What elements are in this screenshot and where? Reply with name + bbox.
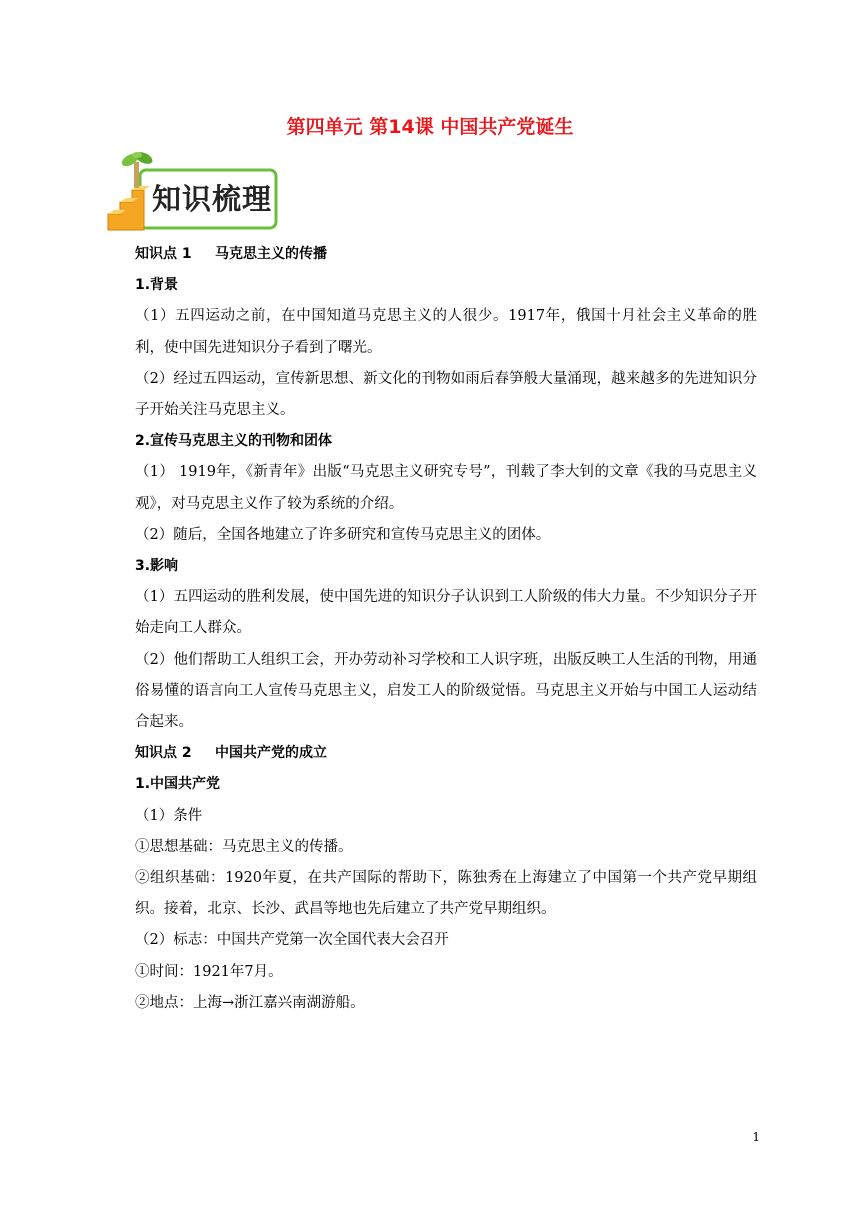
section-ccp-heading: 1.中国共产党 <box>135 776 221 793</box>
content-body <box>135 239 757 1019</box>
logo-text: 知识梳理 <box>151 182 272 216</box>
kp1-number: 知识点 1 <box>135 246 192 262</box>
ccp-para-1: （1）条件 <box>135 807 203 824</box>
section-background-heading: 1.背景 <box>135 277 179 294</box>
influence-para-2: （2）他们帮助工人组织工会，开办劳动补习学校和工人识字班，出版反映工人生活的刊物，用通俗易懂的语言向工人宣传马克思主义，启发工人的阶级觉悟。马克思主义开始与中国工人运动结合起来。 <box>135 651 757 731</box>
section-influence-heading: 3.影响 <box>135 558 179 575</box>
kp2-number: 知识点 2 <box>135 745 192 762</box>
section-publications-heading: 2.宣传马克思主义的刊物和团体 <box>135 433 333 450</box>
ccp-para-3: ②组织基础：1920年夏，在共产国际的帮助下，陈独秀在上海建立了中国第一个共产党早期组织。接着，北京、长沙、武昌等地也先后建立了共产党早期组织。 <box>135 870 757 918</box>
knowledge-point-2-heading <box>135 738 757 769</box>
publications-para-2: （2）随后，全国各地建立了许多研究和宣传马克思主义的团体。 <box>135 526 551 543</box>
knowledge-point-1-heading <box>135 239 757 270</box>
ccp-para-2: ①思想基础：马克思主义的传播。 <box>135 838 353 855</box>
influence-para-1: （1）五四运动的胜利发展，使中国先进的知识分子认识到工人阶级的伟大力量。不少知识分子开始走向工人群众。 <box>135 589 757 637</box>
kp2-title: 中国共产党的成立 <box>215 745 327 762</box>
page-number: 1 <box>752 1130 760 1144</box>
knowledge-summary-logo <box>104 152 280 232</box>
ccp-para-6: ②地点：上海→浙江嘉兴南湖游船。 <box>135 994 365 1011</box>
background-para-1: （1）五四运动之前，在中国知道马克思主义的人很少。1917年，俄国十月社会主义革命的胜利，使中国先进知识分子看到了曙光。 <box>135 308 757 356</box>
background-para-2: （2）经过五四运动，宣传新思想、新文化的刊物如雨后春笋般大量涌现，越来越多的先进知识分子开始关注马克思主义。 <box>135 370 757 419</box>
publications-para-1: （1） 1919年，《新青年》出版“马克思主义研究专号”，刊载了李大钊的文章《我的马克思主义观》，对马克思主义作了较为系统的介绍。 <box>135 464 757 512</box>
lesson-title: 第四单元 第14课 中国共产党诞生 <box>286 116 574 138</box>
ccp-para-4: （2）标志：中国共产党第一次全国代表大会召开 <box>135 932 449 949</box>
kp1-title: 马克思主义的传播 <box>215 246 327 262</box>
ccp-para-5: ①时间：1921年7月。 <box>135 963 283 980</box>
